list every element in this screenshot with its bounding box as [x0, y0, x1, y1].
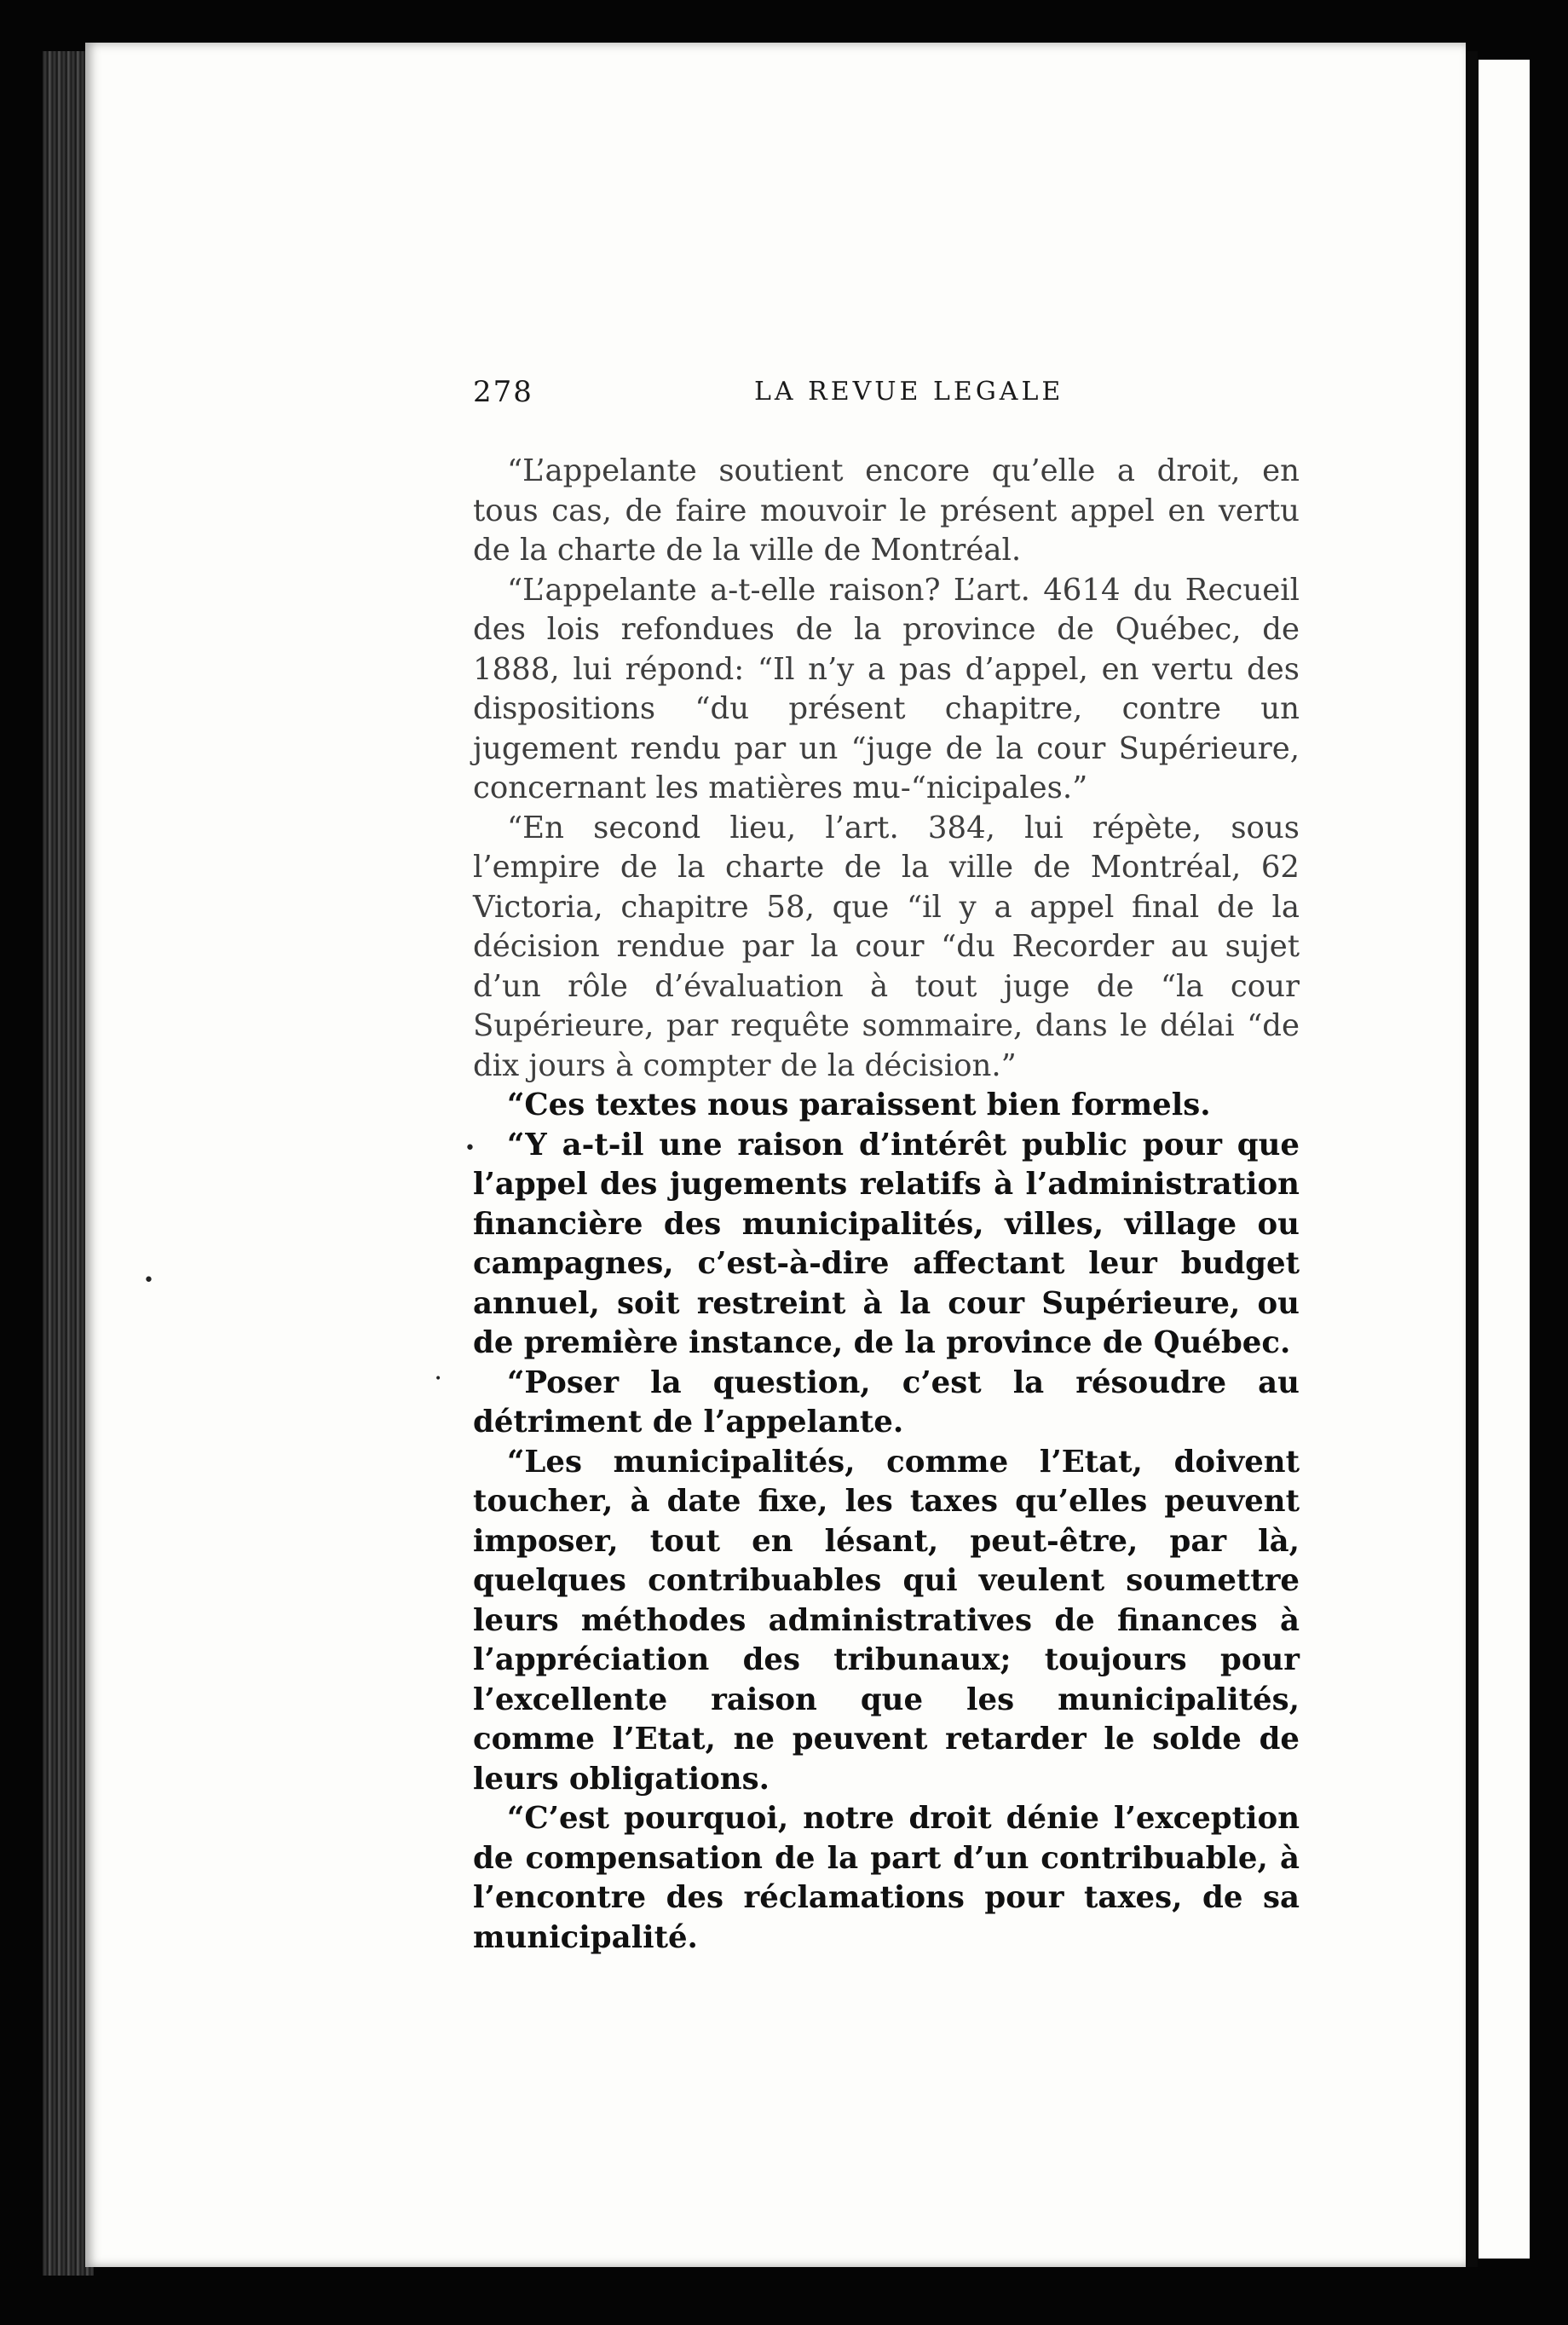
running-header: [473, 375, 1308, 418]
paragraph-4: “Ces textes nous paraissent bien formels.: [507, 1088, 1211, 1122]
running-title: LA REVUE LEGALE: [754, 377, 1064, 407]
paragraph-7: “Les municipalités, comme l’Etat, doivent toucher, à date fixe, les taxes qu’elles peuvent imposer, tout en lésant, peut-être, par là, quelques contribuables qui veulent soumettre leurs méthodes administratives de finances à l’appréciation des tribunaux; toujours pour l’excellente raison que les municipalités, comme l’Etat, ne peuvent retarder le solde de leurs obligations.: [473, 1444, 1300, 1797]
paragraph-3: “En second lieu, l’art. 384, lui répète, sous l’empire de la charte de la ville de Montréal, 62 Victoria, chapitre 58, que “il y a appel final de la décision rendue par la cour “du Recorder au sujet d’un rôle d’évaluation à tout juge de “la cour Supérieure, par requête sommaire, dans le délai “de dix jours à compter de la décision.”: [473, 810, 1300, 1083]
margin-dot: •: [435, 1372, 442, 1386]
paragraph-8: “C’est pourquoi, notre droit dénie l’exception de compensation de la part d’un contribuable, à l’encontre des réclamations pour taxes, de sa municipalité.: [473, 1801, 1300, 1955]
paragraph-1: “L’appelante soutient encore qu’elle a droit, en tous cas, de faire mouvoir le présent appel en vertu de la charte de la ville de Montréal.: [473, 453, 1300, 568]
paragraph-6: “Poser la question, c’est la résoudre au détriment de l’appelante.: [473, 1364, 1300, 1439]
body-text: [473, 452, 1300, 1958]
paragraph-2: “L’appelante a-t-elle raison? L’art. 4614 du Recueil des lois refondues de la province de Québec, de 1888, lui répond: “Il n’y a pas d’appel, en vertu des dispositions “du présent chapitre, contre un jugement rendu par un “juge de la cour Supérieure, concernant les matières mu-“nicipales.”: [473, 572, 1300, 805]
facing-page-edge: [1479, 60, 1530, 2259]
page-gutter: [1467, 51, 1478, 2267]
page-number: 278: [473, 375, 533, 409]
paragraph-5: “Y a-t-il une raison d’intérêt public pour que l’appel des jugements relatifs à l’administration financière des municipalités, villes, village ou campagnes, c’est-à-dire affectant leur budget annuel, soit restreint à la cour Supérieure, ou de première instance, de la province de Québec.: [473, 1127, 1300, 1360]
margin-dot: •: [464, 1138, 476, 1159]
margin-dot: •: [143, 1270, 154, 1291]
